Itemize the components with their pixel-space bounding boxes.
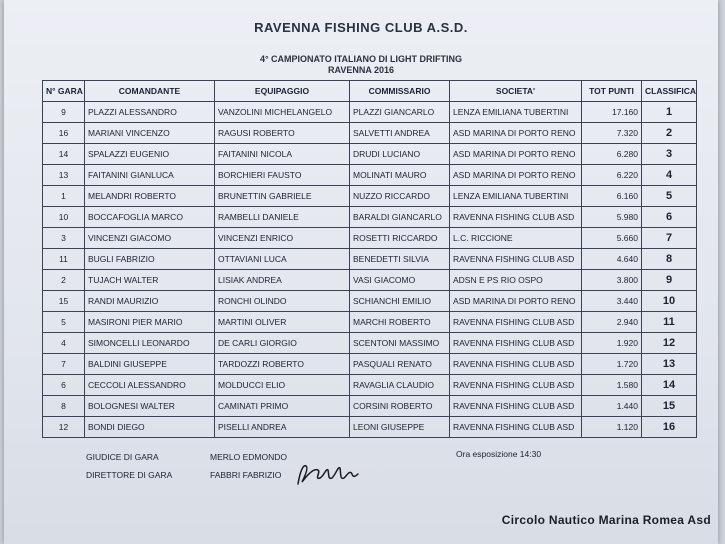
document-subtitle-year: RAVENNA 2016 — [327, 65, 395, 75]
cell-comandante: SPALAZZI EUGENIO — [85, 144, 215, 165]
cell-classifica: 4 — [642, 165, 697, 186]
cell-societa: LENZA EMILIANA TUBERTINI — [450, 102, 582, 123]
table-row — [43, 375, 697, 396]
table-row — [43, 312, 697, 333]
table-row — [43, 291, 697, 312]
cell-commissario: ROSETTI RICCARDO — [350, 228, 450, 249]
cell-societa: ASD MARINA DI PORTO RENO — [450, 123, 582, 144]
cell-classifica: 10 — [642, 291, 697, 312]
cell-comandante: BONDI DIEGO — [85, 417, 215, 438]
cell-comandante: MASIRONI PIER MARIO — [85, 312, 215, 333]
cell-classifica: 2 — [642, 123, 697, 144]
table-row — [43, 354, 697, 375]
cell-tot-punti: 4.640 — [582, 249, 642, 270]
cell-classifica: 5 — [642, 186, 697, 207]
cell-classifica: 1 — [642, 102, 697, 123]
table-row — [43, 144, 697, 165]
cell-societa: RAVENNA FISHING CLUB ASD — [450, 249, 582, 270]
cell-societa: RAVENNA FISHING CLUB ASD — [450, 396, 582, 417]
cell-n-gara: 1 — [43, 186, 85, 207]
cell-equipaggio: MOLDUCCI ELIO — [215, 375, 350, 396]
cell-comandante: PLAZZI ALESSANDRO — [85, 102, 215, 123]
cell-equipaggio: BRUNETTIN GABRIELE — [215, 186, 350, 207]
cell-societa: ASD MARINA DI PORTO RENO — [450, 291, 582, 312]
cell-comandante: BOLOGNESI WALTER — [85, 396, 215, 417]
director-name: FABBRI FABRIZIO — [210, 470, 282, 480]
exposure-time: Ora esposizione 14:30 — [456, 449, 542, 459]
document-subtitle: 4° CAMPIONATO ITALIANO DI LIGHT DRIFTING — [259, 54, 463, 64]
document-title: RAVENNA FISHING CLUB A.S.D. — [254, 20, 468, 35]
cell-n-gara: 14 — [43, 144, 85, 165]
cell-equipaggio: TARDOZZI ROBERTO — [215, 354, 350, 375]
table-row — [43, 333, 697, 354]
cell-commissario: SALVETTI ANDREA — [350, 123, 450, 144]
cell-societa: ADSN E PS RIO OSPO — [450, 270, 582, 291]
table-row — [43, 207, 697, 228]
cell-tot-punti: 5.980 — [582, 207, 642, 228]
cell-societa: LENZA EMILIANA TUBERTINI — [450, 186, 582, 207]
cell-comandante: CECCOLI ALESSANDRO — [85, 375, 215, 396]
cell-equipaggio: LISIAK ANDREA — [215, 270, 350, 291]
cell-tot-punti: 1.920 — [582, 333, 642, 354]
cell-tot-punti: 7.320 — [582, 123, 642, 144]
cell-n-gara: 16 — [43, 123, 85, 144]
cell-tot-punti: 3.440 — [582, 291, 642, 312]
cell-societa: RAVENNA FISHING CLUB ASD — [450, 312, 582, 333]
cell-classifica: 16 — [642, 417, 697, 438]
cell-societa: RAVENNA FISHING CLUB ASD — [450, 375, 582, 396]
cell-equipaggio: RAGUSI ROBERTO — [215, 123, 350, 144]
cell-societa: RAVENNA FISHING CLUB ASD — [450, 354, 582, 375]
cell-n-gara: 15 — [43, 291, 85, 312]
cell-n-gara: 13 — [43, 165, 85, 186]
cell-classifica: 6 — [642, 207, 697, 228]
cell-tot-punti: 5.660 — [582, 228, 642, 249]
cell-classifica: 14 — [642, 375, 697, 396]
cell-tot-punti: 6.220 — [582, 165, 642, 186]
table-row — [43, 417, 697, 438]
cell-comandante: RANDI MAURIZIO — [85, 291, 215, 312]
table-row — [43, 123, 697, 144]
cell-commissario: NUZZO RICCARDO — [350, 186, 450, 207]
cell-commissario: SCHIANCHI EMILIO — [350, 291, 450, 312]
table-header-row — [43, 81, 697, 102]
cell-commissario: VASI GIACOMO — [350, 270, 450, 291]
cell-comandante: BUGLI FABRIZIO — [85, 249, 215, 270]
cell-n-gara: 6 — [43, 375, 85, 396]
cell-n-gara: 12 — [43, 417, 85, 438]
cell-tot-punti: 1.120 — [582, 417, 642, 438]
cell-tot-punti: 1.440 — [582, 396, 642, 417]
cell-classifica: 13 — [642, 354, 697, 375]
col-header-comandante: COMANDANTE — [85, 81, 215, 102]
table-row — [43, 228, 697, 249]
cell-commissario: SCENTONI MASSIMO — [350, 333, 450, 354]
judge-name: MERLO EDMONDO — [210, 452, 287, 462]
cell-classifica: 9 — [642, 270, 697, 291]
cell-classifica: 15 — [642, 396, 697, 417]
cell-n-gara: 8 — [43, 396, 85, 417]
cell-equipaggio: RONCHI OLINDO — [215, 291, 350, 312]
cell-tot-punti: 2.940 — [582, 312, 642, 333]
cell-tot-punti: 6.280 — [582, 144, 642, 165]
cell-equipaggio: MARTINI OLIVER — [215, 312, 350, 333]
cell-societa: ASD MARINA DI PORTO RENO — [450, 165, 582, 186]
cell-comandante: TUJACH WALTER — [85, 270, 215, 291]
cell-tot-punti: 3.800 — [582, 270, 642, 291]
col-header-equipaggio: EQUIPAGGIO — [215, 81, 350, 102]
cell-societa: RAVENNA FISHING CLUB ASD — [450, 207, 582, 228]
cell-equipaggio: FAITANINI NICOLA — [215, 144, 350, 165]
col-header-classifica: CLASSIFICA — [642, 81, 697, 102]
cell-commissario: DRUDI LUCIANO — [350, 144, 450, 165]
col-header-n-gara: N° GARA — [43, 81, 85, 102]
cell-equipaggio: PISELLI ANDREA — [215, 417, 350, 438]
cell-n-gara: 10 — [43, 207, 85, 228]
cell-classifica: 12 — [642, 333, 697, 354]
watermark-text: Circolo Nautico Marina Romea Asd — [501, 513, 711, 527]
cell-commissario: PASQUALI RENATO — [350, 354, 450, 375]
cell-societa: RAVENNA FISHING CLUB ASD — [450, 333, 582, 354]
cell-equipaggio: OTTAVIANI LUCA — [215, 249, 350, 270]
cell-comandante: MELANDRI ROBERTO — [85, 186, 215, 207]
table-row — [43, 270, 697, 291]
cell-classifica: 8 — [642, 249, 697, 270]
cell-commissario: CORSINI ROBERTO — [350, 396, 450, 417]
cell-classifica: 3 — [642, 144, 697, 165]
cell-tot-punti: 1.720 — [582, 354, 642, 375]
table-row — [43, 396, 697, 417]
table-row — [43, 165, 697, 186]
director-label: DIRETTORE DI GARA — [86, 470, 173, 480]
cell-comandante: MARIANI VINCENZO — [85, 123, 215, 144]
cell-n-gara: 4 — [43, 333, 85, 354]
cell-societa: L.C. RICCIONE — [450, 228, 582, 249]
cell-n-gara: 11 — [43, 249, 85, 270]
table-row — [43, 186, 697, 207]
cell-commissario: RAVAGLIA CLAUDIO — [350, 375, 450, 396]
cell-equipaggio: VANZOLINI MICHELANGELO — [215, 102, 350, 123]
cell-n-gara: 7 — [43, 354, 85, 375]
cell-n-gara: 2 — [43, 270, 85, 291]
cell-comandante: FAITANINI GIANLUCA — [85, 165, 215, 186]
cell-commissario: BENEDETTI SILVIA — [350, 249, 450, 270]
results-table — [42, 80, 697, 438]
cell-commissario: MARCHI ROBERTO — [350, 312, 450, 333]
cell-societa: ASD MARINA DI PORTO RENO — [450, 144, 582, 165]
table-row — [43, 249, 697, 270]
cell-commissario: LEONI GIUSEPPE — [350, 417, 450, 438]
cell-commissario: MOLINATI MAURO — [350, 165, 450, 186]
cell-n-gara: 5 — [43, 312, 85, 333]
cell-equipaggio: DE CARLI GIORGIO — [215, 333, 350, 354]
cell-commissario: PLAZZI GIANCARLO — [350, 102, 450, 123]
cell-equipaggio: RAMBELLI DANIELE — [215, 207, 350, 228]
cell-classifica: 7 — [642, 228, 697, 249]
cell-equipaggio: BORCHIERI FAUSTO — [215, 165, 350, 186]
cell-classifica: 11 — [642, 312, 697, 333]
cell-societa: RAVENNA FISHING CLUB ASD — [450, 417, 582, 438]
col-header-tot-punti: TOT PUNTI — [582, 81, 642, 102]
cell-comandante: BALDINI GIUSEPPE — [85, 354, 215, 375]
col-header-commissario: COMMISSARIO — [350, 81, 450, 102]
cell-comandante: VINCENZI GIACOMO — [85, 228, 215, 249]
cell-comandante: BOCCAFOGLIA MARCO — [85, 207, 215, 228]
col-header-societa: SOCIETA' — [450, 81, 582, 102]
results-sheet — [4, 0, 718, 544]
cell-n-gara: 3 — [43, 228, 85, 249]
cell-comandante: SIMONCELLI LEONARDO — [85, 333, 215, 354]
cell-equipaggio: CAMINATI PRIMO — [215, 396, 350, 417]
cell-equipaggio: VINCENZI ENRICO — [215, 228, 350, 249]
cell-tot-punti: 17.160 — [582, 102, 642, 123]
judge-label: GIUDICE DI GARA — [86, 452, 159, 462]
signature-image — [294, 458, 369, 490]
table-row — [43, 102, 697, 123]
cell-n-gara: 9 — [43, 102, 85, 123]
cell-tot-punti: 1.580 — [582, 375, 642, 396]
cell-tot-punti: 6.160 — [582, 186, 642, 207]
cell-commissario: BARALDI GIANCARLO — [350, 207, 450, 228]
